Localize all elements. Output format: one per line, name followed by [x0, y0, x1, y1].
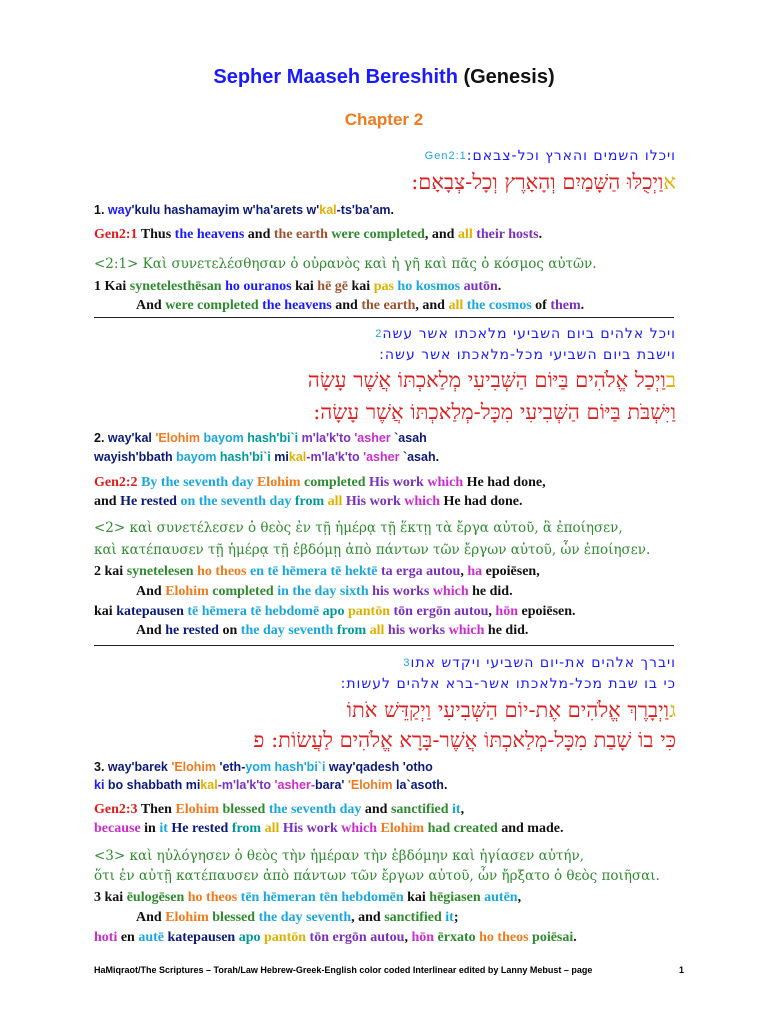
text-run: pantōn — [347, 604, 394, 619]
text-run: ho — [197, 564, 216, 579]
text-run: hēgiasen — [429, 890, 485, 905]
text-run: pas — [373, 279, 398, 294]
text-run: Καὶ συνετελέσθησαν ὁ οὐρανὸς καὶ ἡ γῆ καὶ πᾶς ὁ κόσμος αὐτῶν. — [142, 256, 597, 272]
text-run: His work — [345, 494, 405, 509]
text-run: , and — [424, 227, 458, 242]
text-run: hash'bi`i — [219, 450, 275, 464]
text-run: He had done — [466, 475, 543, 490]
text-run: sanctified — [384, 910, 446, 925]
text-run: because — [94, 821, 145, 836]
text-run: and — [364, 802, 391, 817]
greek-transliteration-line — [94, 604, 576, 620]
text-run: theos — [497, 930, 533, 945]
text-run: , — [488, 604, 496, 619]
text-run: way'barek — [107, 760, 172, 774]
text-run: epoiēsen — [485, 564, 537, 579]
text-run: had created — [427, 821, 502, 836]
english-line — [94, 494, 523, 510]
text-run: sanctified — [390, 802, 453, 817]
text-run: καὶ κατέπαυσεν τῇ ἡμέρᾳ τῇ ἑβδόμῃ ἀπὸ πάντων τῶν ἔργων αὐτοῦ, ὧν ἐποίησεν. — [94, 542, 651, 558]
english-line — [94, 802, 464, 818]
paleo-hebrew-text: ויכלו השמים והארץ וכל-צבאם: — [466, 148, 676, 164]
hebrew-verse-letter: ב — [665, 368, 676, 392]
paleo-hebrew-line — [341, 676, 676, 692]
text-run: 1. — [94, 203, 108, 217]
greek-line — [94, 848, 584, 864]
greek-transliteration-line — [94, 279, 501, 295]
text-run: , — [536, 564, 540, 579]
text-run: which — [432, 584, 473, 599]
text-run: 2 kai — [94, 564, 127, 579]
text-run: ta erga autou — [381, 564, 461, 579]
text-run: Gen2:1 — [94, 227, 141, 242]
text-run: from — [231, 821, 265, 836]
text-run: the day seventh — [240, 623, 337, 638]
text-run: καὶ ηὐλόγησεν ὁ θεὸς τὴν ἡμέραν τὴν ἑβδόμην καὶ ἡγίασεν αὐτήν, — [129, 848, 584, 864]
text-run: , and — [351, 910, 385, 925]
text-run: He rested — [120, 494, 181, 509]
text-run: and — [94, 494, 121, 509]
text-run: mi — [274, 450, 289, 464]
paleo-hebrew-text: וישבת ביום השביעי מכל-מלאכתו אשר עשה: — [379, 347, 676, 363]
text-run: it — [159, 821, 172, 836]
text-run: apo — [322, 604, 348, 619]
transliteration-line — [94, 450, 439, 464]
text-run: `asah — [394, 431, 427, 445]
transliteration-line — [94, 778, 447, 792]
text-run: m'la'k'to — [301, 431, 355, 445]
text-run: kal — [200, 778, 218, 792]
text-run: 'asher- — [274, 778, 316, 792]
text-run: from — [336, 623, 370, 638]
text-run: tōn ergōn autou — [309, 930, 405, 945]
text-run: ērxato — [437, 930, 480, 945]
text-run: . — [435, 450, 440, 464]
text-run: the heavens — [262, 298, 336, 313]
greek-line — [94, 542, 650, 558]
text-run: hashamayim — [163, 203, 243, 217]
text-run: on the seventh day — [180, 494, 295, 509]
hebrew-line — [313, 400, 676, 425]
greek-transliteration-line — [136, 910, 459, 926]
english-line — [94, 475, 546, 491]
text-run: , — [542, 475, 546, 490]
paleo-hebrew-line — [425, 148, 676, 164]
text-run: hōn — [411, 930, 438, 945]
text-run: which — [341, 821, 381, 836]
text-run: kai — [295, 279, 318, 294]
transliteration-line — [94, 431, 427, 445]
text-run: And — [136, 910, 166, 925]
text-run: By the seventh day — [141, 475, 257, 490]
greek-transliteration-line — [136, 584, 513, 600]
text-run: and made. — [501, 821, 564, 836]
text-run: in the day sixth — [277, 584, 373, 599]
paleo-hebrew-line — [375, 326, 676, 342]
text-run: `asah — [402, 450, 436, 464]
hebrew-verse-letter: א — [663, 170, 676, 194]
text-run: katepausen — [167, 930, 239, 945]
text-run: 'eth- — [219, 760, 246, 774]
text-run: Elohim — [165, 584, 213, 599]
hebrew-text: וַיִּשְׁבֹּת בַּיּוֹם הַשְּׁבִיעִי מִכָּל-מְלַאכְתּוֹ אֲשֶׁר עָשָׂה: — [313, 400, 676, 424]
verse-reference: 3 — [403, 657, 411, 669]
text-run: His work — [282, 821, 342, 836]
text-run: completed — [212, 584, 278, 599]
text-run: -m'la'k'to — [217, 778, 275, 792]
text-run: 'otho — [402, 760, 433, 774]
text-run: <2> — [94, 520, 130, 536]
text-run: w' — [306, 203, 320, 217]
text-run: -m'la'k'to — [306, 450, 364, 464]
text-run: kai — [351, 279, 374, 294]
text-run: from — [294, 494, 328, 509]
text-run: hoti — [94, 930, 121, 945]
text-run: yom hash'bi`i — [245, 760, 329, 774]
text-run: Then — [140, 802, 176, 817]
text-run: tēn hēmeran tēn hebdomēn — [240, 890, 408, 905]
greek-line — [94, 868, 660, 884]
text-run: hōn — [495, 604, 522, 619]
paleo-hebrew-text: כי בו שבת מכל-מלאכתו אשר-ברא אלהים לעשות: — [340, 676, 676, 692]
verse-reference: 2 — [375, 328, 383, 340]
text-run: ὅτι ἐν αὐτῇ κατέπαυσεν ἀπὸ πάντων τῶν ἔργων αὐτοῦ, ὧν ἤρξατο ὁ θεὸς ποιῆσαι. — [94, 868, 660, 884]
text-run: autōn — [463, 279, 498, 294]
text-run: He had done. — [443, 494, 523, 509]
text-run: in — [144, 821, 160, 836]
greek-transliteration-line — [136, 623, 528, 639]
text-run: ho — [479, 930, 498, 945]
english-line — [94, 821, 563, 837]
text-run: <2:1> — [94, 256, 143, 272]
text-run: kal — [319, 203, 337, 217]
text-run: 3. — [94, 760, 108, 774]
text-run: His work — [368, 475, 428, 490]
text-run: apo — [238, 930, 264, 945]
text-run: autē — [138, 930, 168, 945]
text-run: -ts'ba'am — [336, 203, 391, 217]
text-run: he rested — [165, 623, 223, 638]
text-run: Elohim — [380, 821, 428, 836]
text-run: way'kal — [107, 431, 156, 445]
text-run: ēulogēsen — [126, 890, 188, 905]
text-run: wayish'bbath — [94, 450, 177, 464]
text-run: , — [460, 564, 468, 579]
text-run: katepausen — [116, 604, 188, 619]
book-title — [0, 66, 768, 89]
footer-text: HaMiqraot/The Scriptures – Torah/Law Hebrew-Greek-English color coded Interlinear edited by Lanny Mebust – page — [94, 965, 593, 975]
paleo-hebrew-line — [379, 347, 676, 363]
text-run: were completed — [165, 298, 263, 313]
text-run: bo — [107, 778, 127, 792]
hebrew-line — [347, 698, 676, 723]
text-run: hash'bi`i — [247, 431, 302, 445]
text-run: it — [452, 802, 461, 817]
text-run: the seventh day — [268, 802, 365, 817]
paleo-hebrew-line — [403, 655, 676, 671]
text-run: Elohim — [256, 475, 305, 490]
text-run: ; — [453, 910, 459, 925]
transliteration-line — [94, 760, 433, 774]
text-run: ho kosmos — [397, 279, 464, 294]
verse-reference: Gen2:1 — [424, 150, 467, 162]
greek-transliteration-line — [94, 930, 577, 946]
text-run: on — [222, 623, 241, 638]
greek-transliteration-line — [94, 564, 540, 580]
hebrew-line — [308, 368, 676, 393]
text-run: la`asoth — [396, 778, 444, 792]
text-run: . — [443, 778, 448, 792]
text-run: kai — [94, 604, 117, 619]
text-run: Elohim — [165, 910, 213, 925]
text-run: he did. — [487, 623, 529, 638]
hebrew-text: וַיְכַל אֱלֹהִים בַּיּוֹם הַשְּׁבִיעִי מְלַאכְתּוֹ אֲשֶׁר עָשָׂה — [307, 368, 666, 392]
text-run: Gen2:2 — [94, 475, 142, 490]
text-run: blessed — [222, 802, 269, 817]
text-run: Thus — [140, 227, 175, 242]
text-run: 'kulu — [131, 203, 164, 217]
text-run: bayom — [203, 431, 248, 445]
text-run: , — [404, 930, 412, 945]
text-run: 'Elohim — [347, 778, 397, 792]
text-run: hē gē — [317, 279, 352, 294]
text-run: tōn ergōn autou — [393, 604, 489, 619]
text-run: all — [457, 227, 477, 242]
hebrew-text: וַיְכֻלּוּ הַשָּׁמַיִם וְהָאָרֶץ וְכָל-צְבָאָם: — [411, 170, 664, 194]
greek-line — [94, 520, 623, 536]
text-run: theos — [215, 564, 250, 579]
text-run: <3> — [94, 848, 130, 864]
text-run: pantōn — [264, 930, 310, 945]
paleo-hebrew-text: ויברך אלהים את-יום השביעי ויקדש אתו — [410, 655, 676, 671]
english-line — [94, 227, 542, 243]
text-run: And — [136, 623, 166, 638]
text-run: blessed — [212, 910, 259, 925]
text-run: ho — [225, 279, 244, 294]
text-run: way'qadesh — [328, 760, 403, 774]
text-run: synetelesen — [126, 564, 198, 579]
text-run: his works — [387, 623, 449, 638]
text-run: 1 Kai — [94, 279, 130, 294]
text-run: en tē hēmera tē hektē — [250, 564, 382, 579]
text-run: 'Elohim — [171, 760, 220, 774]
text-run: epoiēsen. — [521, 604, 576, 619]
text-run: Gen2:3 — [94, 802, 141, 817]
text-run: He rested — [171, 821, 232, 836]
hebrew-verse-letter: ג — [669, 698, 676, 722]
page-number: 1 — [678, 965, 684, 975]
text-run: the day seventh — [258, 910, 352, 925]
text-run: of — [535, 298, 551, 313]
transliteration-line — [94, 203, 394, 217]
text-run: the heavens — [174, 227, 248, 242]
text-run: completed — [304, 475, 369, 490]
text-run: 'asher — [363, 450, 403, 464]
text-run: autēn — [484, 890, 518, 905]
text-run: ha — [467, 564, 486, 579]
text-run: were completed — [331, 227, 425, 242]
text-run: And — [136, 298, 166, 313]
text-run: which — [427, 475, 467, 490]
verse-divider — [94, 317, 674, 318]
text-run: the earth — [273, 227, 332, 242]
page-footer — [94, 965, 684, 975]
text-run: it — [445, 910, 454, 925]
greek-line — [94, 256, 597, 272]
text-run: en — [120, 930, 139, 945]
text-run: . — [390, 203, 395, 217]
text-run: . — [497, 279, 502, 294]
text-run: and — [247, 227, 274, 242]
text-run: all — [369, 623, 388, 638]
verse-divider — [94, 645, 674, 646]
text-run: 'Elohim — [155, 431, 204, 445]
text-run: tē hēmera tē hebdomē — [187, 604, 323, 619]
text-run: 3 kai — [94, 890, 127, 905]
text-run: their hosts — [476, 227, 539, 242]
text-run: theos — [206, 890, 241, 905]
text-run: ho — [187, 890, 207, 905]
text-run: 2. — [94, 431, 108, 445]
text-run: mi — [185, 778, 201, 792]
book-title-genesis: (Genesis) — [463, 66, 555, 88]
text-run: the cosmos — [466, 298, 536, 313]
text-run: , — [517, 890, 522, 905]
text-run: 'asher — [354, 431, 395, 445]
text-run: synetelesthēsan — [129, 279, 226, 294]
text-run: καὶ συνετέλεσεν ὁ θεὸς ἐν τῇ ἡμέρᾳ τῇ ἕκτῃ τὰ ἔργα αὐτοῦ, ἃ ἐποίησεν, — [129, 520, 623, 536]
text-run: way — [107, 203, 132, 217]
text-run: w'ha'arets — [242, 203, 307, 217]
greek-transliteration-line — [136, 298, 584, 314]
text-run: the earth — [361, 298, 416, 313]
text-run: . — [573, 930, 577, 945]
text-run: his works — [372, 584, 433, 599]
text-run: them — [550, 298, 581, 313]
hebrew-text: כִּי בוֹ שָׁבַת מִכָּל-מְלַאכְתּוֹ אֲשֶׁר-בָּרָא אֱלֹהִים לַעֲשׂוֹת: פ — [253, 728, 676, 752]
text-run: kal — [288, 450, 307, 464]
paleo-hebrew-text: ויכל אלהים ביום השביעי מלאכתו אשר עשה — [382, 326, 676, 342]
text-run: all — [264, 821, 283, 836]
text-run: which — [404, 494, 444, 509]
text-run: Elohim — [175, 802, 223, 817]
text-run: . — [580, 298, 585, 313]
hebrew-line — [411, 170, 676, 195]
text-run: bara' — [315, 778, 348, 792]
text-run: ouranos — [243, 279, 296, 294]
text-run: poiēsai — [532, 930, 574, 945]
text-run: all — [327, 494, 346, 509]
hebrew-text: וַיְבָרֶךְ אֱלֹהִים אֶת-יוֹם הַשְּׁבִיעִי וַיְקַדֵּשׁ אֹתוֹ — [346, 698, 670, 722]
text-run: all — [448, 298, 467, 313]
text-run: , — [460, 802, 465, 817]
text-run: kai — [407, 890, 430, 905]
chapter-heading: Chapter 2 — [344, 110, 424, 129]
text-run: which — [448, 623, 488, 638]
text-run: , and — [415, 298, 449, 313]
text-run: And — [136, 584, 166, 599]
text-run: . — [538, 227, 543, 242]
text-run: ki — [94, 778, 108, 792]
text-run: he did. — [472, 584, 513, 599]
text-run: shabbath — [126, 778, 186, 792]
text-run: bayom — [176, 450, 220, 464]
hebrew-line — [253, 728, 676, 753]
greek-transliteration-line — [94, 890, 521, 906]
text-run: and — [335, 298, 362, 313]
book-title-main: Sepher Maaseh Bereshith — [213, 66, 458, 88]
